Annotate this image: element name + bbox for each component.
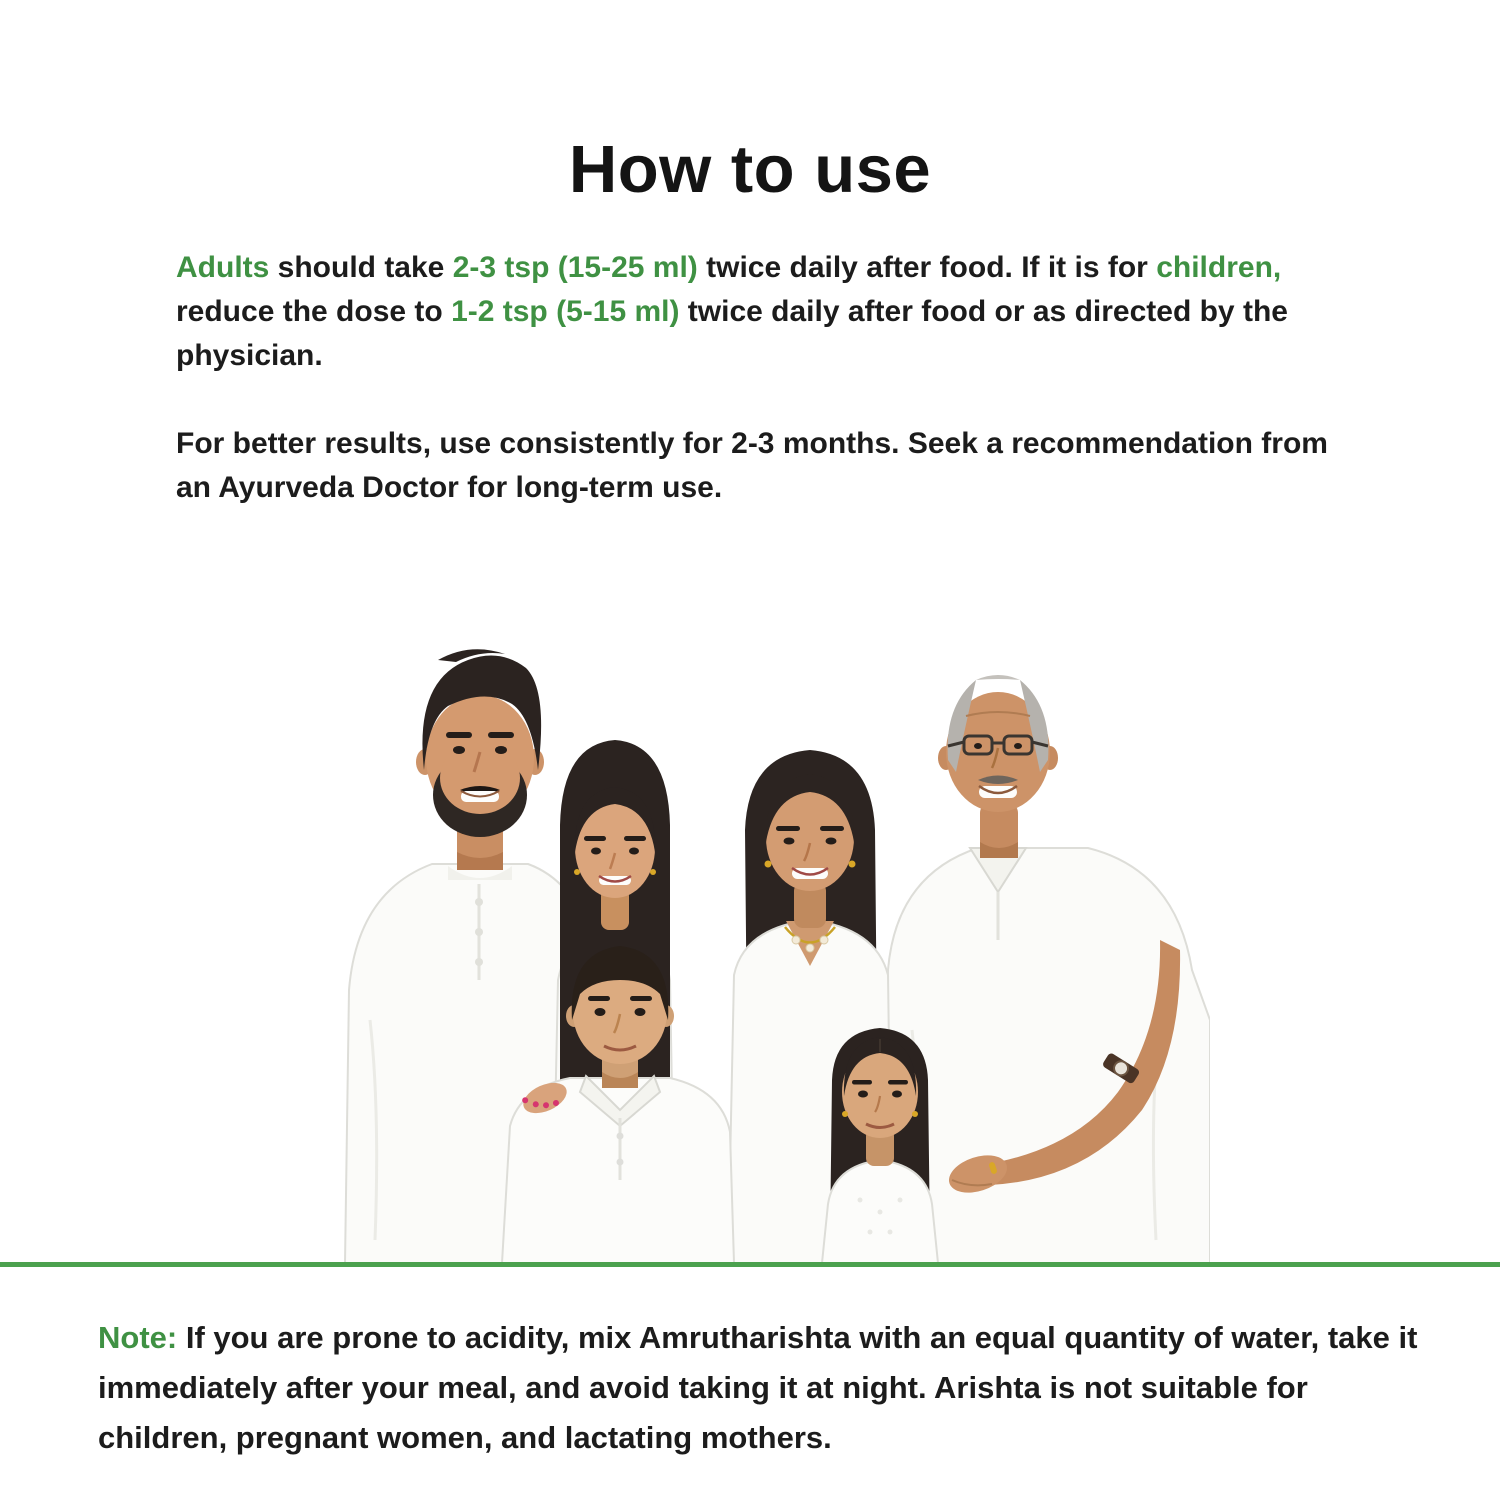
- dosage-paragraph: [176, 246, 1346, 378]
- body-text: twice daily after food. If it is for: [697, 251, 1157, 284]
- highlighted-text: 1-2 tsp (5-15 ml): [451, 295, 680, 328]
- page-title: How to use: [568, 131, 932, 207]
- note-label: Note:: [98, 1320, 178, 1355]
- family-photo-illustration: [330, 640, 1210, 1263]
- note-text: If you are prone to acidity, mix Amrutharishta with an equal quantity of water, take it immediately after your meal, and avoid taking it at night. Arishta is not suitable for children, pregnant women, and lactating mothers.: [98, 1320, 1418, 1455]
- person-girl: [822, 1028, 938, 1263]
- highlighted-text: children,: [1156, 251, 1282, 284]
- body-text: twice daily after food or as directed by the physician.: [176, 295, 1288, 372]
- body-text: should take: [269, 251, 453, 284]
- note-paragraph: [98, 1313, 1443, 1463]
- highlighted-text: 2-3 tsp (15-25 ml): [452, 251, 698, 284]
- highlighted-text: Adults: [176, 251, 270, 284]
- family-photo: [330, 640, 1210, 1263]
- green-divider-line: [0, 1262, 1500, 1267]
- body-text: reduce the dose to: [176, 295, 452, 328]
- usage-instructions: [176, 246, 1346, 510]
- duration-paragraph: For better results, use consistently for 2-3 months. Seek a recommendation from an Ayurveda Doctor for long-term use.: [176, 427, 1328, 504]
